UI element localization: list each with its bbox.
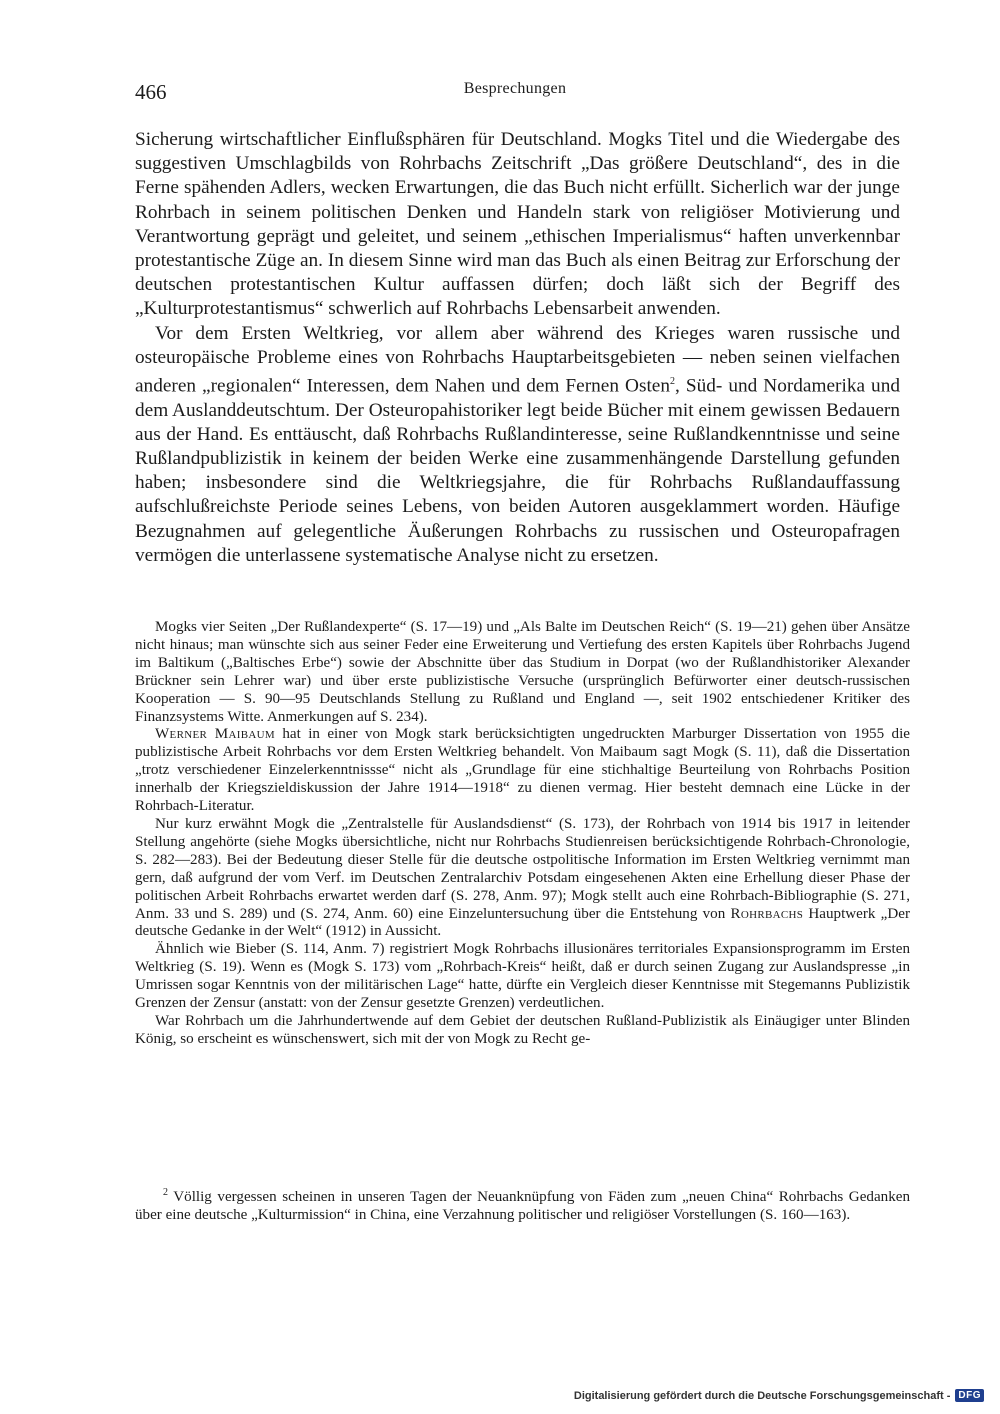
paragraph-text: , Süd- und Nordamerika und dem Auslanddeutschtum. Der Osteuropahistoriker legt beide Bücher mit einem gewissen Bedauern aus der Hand. Es enttäuscht, daß Rohrbachs Rußlandinteresse, seine Rußlandkenntnisse und seine Rußlandpublizistik in keinem der beiden Werke eine zusammenhängende Darstellung gefunden haben; insbesondere sind die Weltkriegsjahre, die für Rohrbachs Rußlandauffassung aufschlußreichste Periode seines Lebens, von beiden Autoren ausgeklammert worden. Häufige Bezugnahmen auf gelegentliche Äußerungen Rohrbachs zu russischen und Osteuropafragen vermögen die unterlassene systematische Analyse nicht zu ersetzen. (135, 375, 900, 566)
note-paragraph (135, 816, 910, 941)
paragraph-text: Vor dem Ersten Weltkrieg, vor allem aber während des Krieges waren russische und osteuropäische Probleme eines von Rohrbachs Hauptarbeitsgebieten — neben seinen vielfachen anderen „regionalen“ Interessen, dem Nahen und dem Fernen Osten (135, 322, 900, 397)
footnote-reference: 2 (670, 376, 675, 388)
note-paragraph: Ähnlich wie Bieber (S. 114, Anm. 7) registriert Mogk Rohrbachs illusionäres territoriales Expansionsprogramm im Ersten Weltkrieg (S. 19). Wenn es (Mogk S. 173) vom „Rohrbach-Kreis“ heißt, daß er durch seinen Zugang zur Auslandspresse „in Umrissen sogar Kenntnis von der militärischen Lage“ hatte, dürfte ein Vergleich dieser Kenntnisse mit Stegemanns Publizistik Grenzen der Zensur (anstatt: von der Zensur gesetzte Grenzen) verdeutlichen. (135, 941, 910, 1012)
footnote-marker: 2 (163, 1187, 168, 1198)
note-text: Hauptwerk „Der deutsche Gedanke in der Welt“ (1912) in Aussicht. (135, 905, 910, 940)
note-paragraph: Mogks vier Seiten „Der Rußlandexperte“ (S. 17—19) und „Als Balte im Deutschen Reich“ (S. 19—21) gehen über Ansätze nicht hinaus; man wünschte sich aus seiner Feder eine Erweiterung und Vertiefung des ersten Kapitels über Rohrbachs Jugend im Baltikum („Baltisches Erbe“) sowie der Abschnitte über das Studium in Dorpat (wo der Rußlandhistoriker Alexander Brückner sein Lehrer war) und über erste publizistische Versuche (ursprünglich Befürworter einer deutsch-russischen Kooperation — S. 90—95 Deutschlands Stellung zu Rußland und England —, seit 1902 entschiedener Kritiker des Finanzsystems Witte. Anmerkungen auf S. 234). (135, 619, 910, 725)
dfg-logo: DFG (955, 1389, 984, 1402)
page-number: 466 (135, 80, 167, 104)
paragraph (135, 322, 900, 568)
note-paragraph (135, 726, 910, 816)
paragraph: Sicherung wirtschaftlicher Einflußsphären für Deutschland. Mogks Titel und die Wiedergabe des suggestiven Umschlagbilds von Rohrbachs Zeitschrift „Das größere Deutschland“, des in die Ferne spähenden Adlers, wecken Erwartungen, die das Buch nicht erfüllt. Sicherlich war der junge Rohrbach in seinem politischen Denken und Handeln stark von religiöser Motivierung und Verantwortung geprägt und geleitet, und seinem „ethischen Imperialismus“ haften unverkennbar protestantische Züge an. In diesem Sinne wird man das Buch als einen Beitrag zur Erforschung der deutschen protestantischen Kultur auffassen dürfen; doch läßt sich der Begriff des „Kulturprotestantismus“ schwerlich auf Rohrbachs Lebensarbeit anwenden. (135, 129, 900, 320)
note-text: hat in einer von Mogk stark berücksichtigten ungedruckten Marburger Dissertation von 1955 die publizistische Arbeit Rohrbachs vor dem Ersten Weltkrieg behandelt. Von Maibaum sagt Mogk (S. 11), daß die Dissertation „trotz verschiedener Einzelerkenntnissse“ nicht als „Grundlage für eine stichhaltige Beurteilung von Rohrbachs Position innerhalb der Kriegszieldiskussion der Jahre 1914—1918“ zu dienen vermag. Hier besteht demnach eine Lücke in der Rohrbach-Literatur. (135, 726, 910, 815)
notes-section (135, 619, 910, 1049)
digitization-footer (574, 1389, 984, 1402)
note-text: Nur kurz erwähnt Mogk die „Zentralstelle für Auslandsdienst“ (S. 173), der Rohrbach von 1914 bis 1917 in leitender Stellung angehörte (siehe Mogks übersichtliche, nicht nur Rohrbachs Studienreisen berücksichtigende Rohrbach-Chronologie, S. 282—283). Bei der Bedeutung dieser Stelle für die deutsche ostpolitische Information im Ersten Weltkrieg vernimmt man gern, daß aufgrund der vom Verf. im Deutschen Zentralarchiv Potsdam eingesehenen Akten eine Erhellung dieser Phase der politischen Arbeit Rohrbachs erwartet werden darf (S. 278, Anm. 97); Mogk stellt auch eine Rohrbach-Bibliographie (S. 271, Anm. 33 und S. 289) und (S. 274, Anm. 60) eine Einzeluntersuchung über die Entstehung von (135, 815, 910, 922)
footnote-paragraph (135, 1184, 910, 1225)
footnote (135, 1184, 910, 1225)
author-name: Werner Maibaum (155, 726, 275, 743)
footnote-text: Völlig vergessen scheinen in unseren Tagen der Neuanknüpfung von Fäden zum „neuen China“ Rohrbachs Gedanken über eine deutsche „Kulturmission“ in China, eine Verzahnung politischer und religiöser Vorstellungen (S. 160—163). (135, 1189, 910, 1223)
author-name: Rohrbachs (730, 905, 804, 922)
funding-note: Digitalisierung gefördert durch die Deutsche Forschungsgemeinschaft - (573, 1389, 951, 1402)
note-paragraph: War Rohrbach um die Jahrhundertwende auf dem Gebiet der deutschen Rußland-Publizistik als Einäugiger unter Blinden König, so erscheint es wünschenswert, sich mit der von Mogk zu Recht ge- (135, 1012, 910, 1047)
running-head: Besprechungen (463, 80, 567, 97)
main-text (135, 128, 900, 568)
